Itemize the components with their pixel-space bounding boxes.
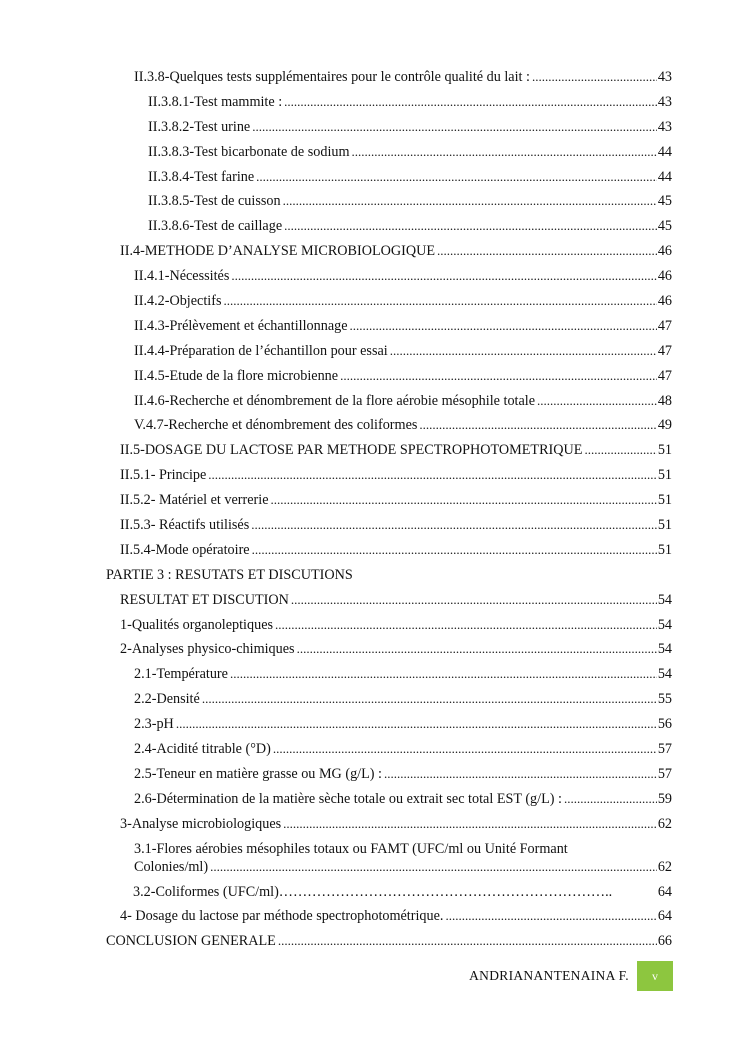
toc-entry-page: 44 (657, 168, 672, 185)
toc-leader-dots (564, 790, 657, 808)
toc-entry-title: II.5-DOSAGE DU LACTOSE PAR METHODE SPECTROPHOTOMETRIQUE (120, 442, 583, 459)
toc-entry-page: 49 (657, 417, 672, 434)
toc-entry[interactable] (0, 217, 672, 235)
toc-leader-dots (252, 541, 657, 559)
toc-entry[interactable] (0, 242, 672, 260)
toc-leader-dots (284, 93, 657, 111)
toc-entry[interactable] (0, 192, 672, 210)
toc-entry-title: II.5.1- Principe (120, 467, 207, 484)
toc-entry[interactable] (0, 815, 672, 833)
toc-leader-dots (350, 317, 657, 335)
toc-entry[interactable] (0, 392, 672, 410)
toc-entry-title: PARTIE 3 : RESUTATS ET DISCUTIONS (106, 566, 353, 583)
toc-entry[interactable] (0, 342, 672, 360)
toc-entry-page: 57 (657, 741, 672, 758)
toc-leader-dots (202, 690, 657, 708)
toc-entry-page: 45 (657, 193, 672, 210)
toc-entry[interactable] (0, 740, 672, 758)
toc-entry-title: 2.2-Densité (134, 691, 200, 708)
toc-entry-page: 45 (657, 218, 672, 235)
toc-entry-page: 47 (657, 367, 672, 384)
toc-entry-page: 46 (657, 243, 672, 260)
toc-entry-page: 62 (657, 815, 672, 832)
toc-entry-title: 2.1-Température (134, 666, 228, 683)
toc-entry-page: 54 (657, 666, 672, 683)
toc-entry-title: 1-Qualités organoleptiques (120, 616, 274, 633)
toc-leader-dots (273, 740, 657, 758)
toc-entry-page: 57 (657, 765, 672, 782)
toc-entry-title: 2.5-Teneur en matière grasse ou MG (g/L) : (134, 765, 382, 782)
toc-entry-title-line2: Colonies/ml) (134, 858, 209, 875)
toc-entry-title: 3.2-Coliformes (UFC/ml)…………………………………………………………….. (133, 883, 613, 900)
toc-entry-page: 55 (657, 691, 672, 708)
toc-entry-title: II.4-METHODE D’ANALYSE MICROBIOLOGIQUE (120, 243, 435, 260)
toc-leader-dots (419, 416, 656, 434)
toc-leader-dots (252, 118, 657, 136)
toc-entry[interactable] (0, 118, 672, 136)
toc-entry[interactable] (0, 317, 672, 335)
toc-entry-title: II.3.8.2-Test urine (148, 118, 251, 135)
toc-entry[interactable] (0, 790, 672, 808)
toc-leader-dots (584, 441, 656, 459)
toc-entry-title: II.5.3- Réactifs utilisés (120, 517, 250, 534)
toc-entry[interactable] (0, 68, 672, 86)
table-of-contents (0, 68, 745, 957)
toc-leader-dots (231, 267, 656, 285)
toc-entry-page: 51 (657, 541, 672, 558)
toc-entry-page: 54 (657, 591, 672, 608)
toc-entry-page: 62 (657, 858, 672, 875)
toc-entry-page: 66 (657, 933, 672, 950)
toc-entry[interactable] (0, 616, 672, 634)
toc-entry-title: 2.4-Acidité titrable (°D) (134, 741, 271, 758)
toc-entry-page: 51 (657, 492, 672, 509)
toc-entry-page: 64 (657, 908, 672, 925)
toc-leader-dots (340, 367, 657, 385)
toc-leader-dots (284, 217, 657, 235)
toc-entry[interactable] (0, 491, 672, 509)
toc-entry-title: 2-Analyses physico-chimiques (120, 641, 295, 658)
toc-entry[interactable] (0, 416, 672, 434)
toc-entry[interactable] (0, 367, 672, 385)
toc-leader-dots (176, 715, 657, 733)
toc-entry[interactable] (0, 466, 672, 484)
toc-entry-page: 46 (657, 268, 672, 285)
toc-entry[interactable] (0, 932, 672, 950)
toc-entry-title: II.4.6-Recherche et dénombrement de la flore aérobie mésophile totale (134, 392, 536, 409)
toc-entry-title: II.3.8.1-Test mammite : (148, 93, 283, 110)
toc-entry-title: II.3.8.3-Test bicarbonate de sodium (148, 143, 350, 160)
toc-leader-dots (445, 907, 656, 925)
toc-leader-dots (537, 392, 657, 410)
toc-entry-title: II.4.3-Prélèvement et échantillonnage (134, 317, 348, 334)
toc-entry[interactable] (0, 292, 672, 310)
toc-entry-title: II.4.4-Préparation de l’échantillon pour essai (134, 342, 388, 359)
toc-part-heading[interactable] (0, 566, 672, 584)
toc-leader-dots (271, 491, 657, 509)
toc-entry-title: II.4.1-Nécessités (134, 268, 230, 285)
toc-entry[interactable] (0, 267, 672, 285)
toc-leader-dots (283, 815, 657, 833)
toc-entry-page: 47 (657, 342, 672, 359)
toc-entry-page: 59 (657, 790, 672, 807)
toc-entry-page: 47 (657, 317, 672, 334)
toc-entry[interactable] (0, 93, 672, 111)
toc-leader-dots (278, 932, 657, 950)
toc-entry-page: 64 (657, 883, 672, 900)
toc-entry-page: 51 (657, 517, 672, 534)
toc-entry[interactable] (0, 516, 672, 534)
toc-leader-dots (251, 516, 657, 534)
toc-entry[interactable] (0, 541, 672, 559)
toc-leader-dots (384, 765, 657, 783)
toc-leader-dots (230, 665, 657, 683)
toc-leader-dots (208, 466, 657, 484)
toc-entry[interactable] (0, 441, 672, 459)
toc-entry-page: 46 (657, 293, 672, 310)
toc-entry-page: 43 (657, 118, 672, 135)
toc-entry-title: II.3.8-Quelques tests supplémentaires pour le contrôle qualité du lait : (134, 69, 530, 85)
toc-entry-title: V.4.7-Recherche et dénombrement des coliformes (134, 417, 418, 434)
toc-entry[interactable] (0, 883, 672, 901)
toc-entry-page: 54 (657, 616, 672, 633)
toc-entry[interactable] (0, 591, 672, 609)
toc-entry-page: 56 (657, 716, 672, 733)
toc-entry-title: II.4.5-Etude de la flore microbienne (134, 367, 339, 384)
toc-entry-page: 51 (657, 467, 672, 484)
toc-entry-title: 4- Dosage du lactose par méthode spectrophotométrique. (120, 908, 444, 925)
toc-entry[interactable] (0, 907, 672, 925)
toc-leader-dots (297, 640, 657, 658)
toc-entry-page: 51 (657, 442, 672, 459)
toc-entry-title: II.3.8.5-Test de cuisson (148, 193, 281, 210)
toc-entry-title: II.3.8.4-Test farine (148, 168, 255, 185)
toc-leader-dots (275, 616, 657, 634)
toc-entry-title-line1: 3.1-Flores aérobies mésophiles totaux ou FAMT (UFC/ml ou Unité Formant (134, 840, 568, 857)
toc-entry[interactable] (0, 665, 672, 683)
footer-author: ANDRIANANTENAINA F. (469, 968, 629, 983)
toc-entry[interactable] (0, 765, 672, 783)
toc-entry-page: 43 (657, 69, 672, 85)
toc-leader-dots (532, 68, 657, 86)
toc-entry-page: 44 (657, 143, 672, 160)
toc-entry[interactable] (0, 168, 672, 186)
toc-entry-title: 2.3-pH (134, 716, 174, 733)
toc-entry-title: 2.6-Détermination de la matière sèche totale ou extrait sec total EST (g/L) : (134, 790, 562, 807)
toc-entry[interactable] (0, 640, 672, 658)
toc-entry-page: 43 (657, 93, 672, 110)
toc-entry-title: II.5.4-Mode opératoire (120, 541, 250, 558)
toc-leader-dots (256, 168, 657, 186)
toc-entry-title: RESULTAT ET DISCUTION (120, 591, 289, 608)
toc-leader-dots (291, 591, 657, 609)
page-number-badge: v (637, 961, 673, 991)
toc-entry-title: CONCLUSION GENERALE (106, 933, 276, 950)
toc-entry-title: 3-Analyse microbiologiques (120, 815, 282, 832)
toc-entry-title: II.3.8.6-Test de caillage (148, 218, 283, 235)
toc-entry[interactable] (0, 715, 672, 733)
toc-leader-dots (210, 858, 657, 876)
toc-leader-dots (283, 192, 657, 210)
toc-entry-multiline[interactable] (0, 840, 672, 876)
toc-entry-page: 48 (657, 392, 672, 409)
toc-entry-page: 54 (657, 641, 672, 658)
toc-leader-dots (437, 242, 657, 260)
toc-entry[interactable] (0, 690, 672, 708)
toc-leader-dots (352, 143, 657, 161)
toc-entry-title: II.4.2-Objectifs (134, 293, 222, 310)
toc-entry[interactable] (0, 143, 672, 161)
toc-entry-title: II.5.2- Matériel et verrerie (120, 492, 269, 509)
toc-leader-dots (390, 342, 657, 360)
toc-leader-dots (223, 292, 656, 310)
